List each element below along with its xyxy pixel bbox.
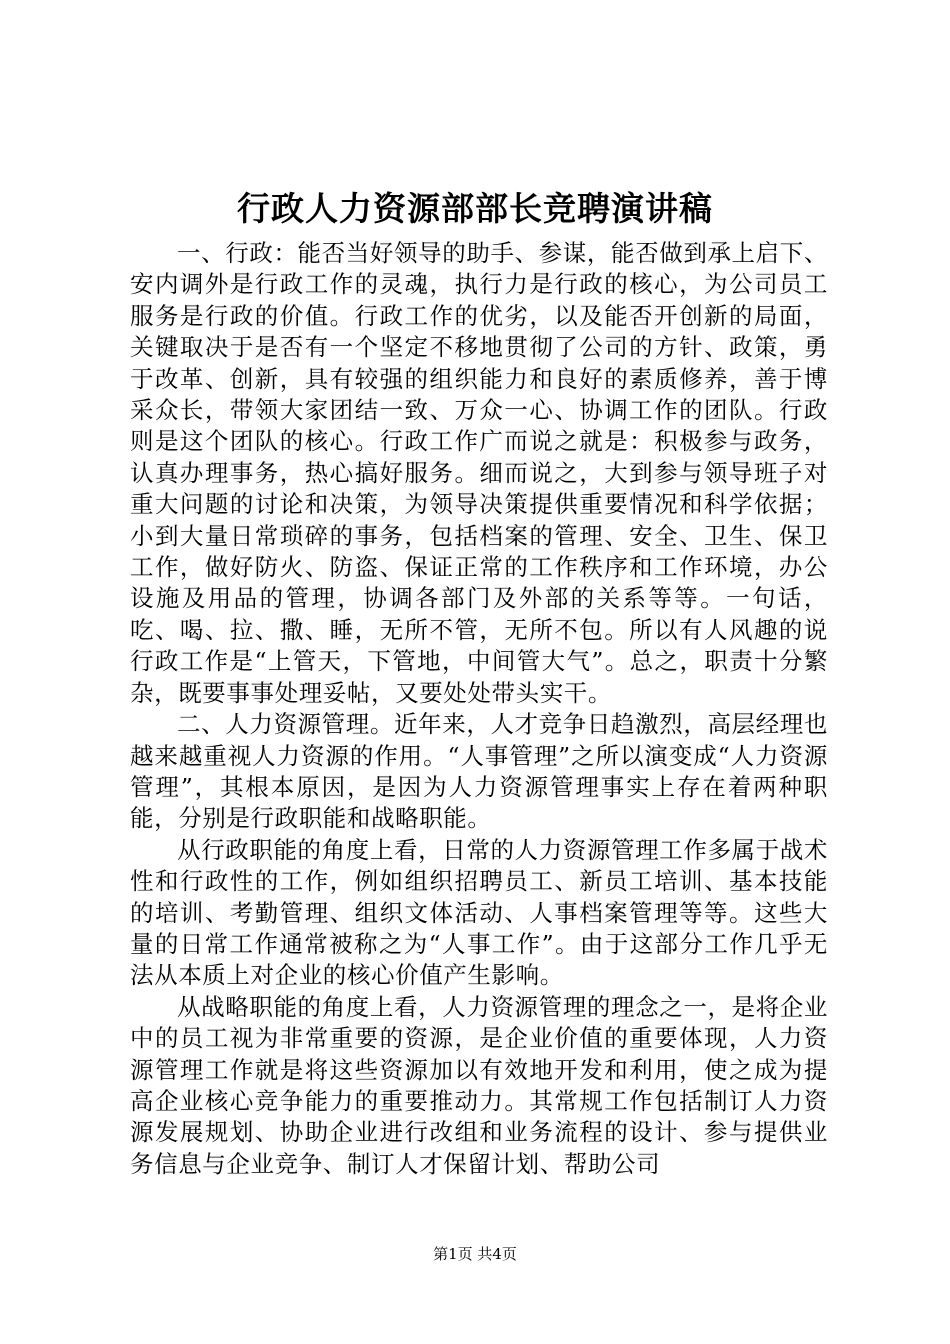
paragraph-strategic-function: 从战略职能的角度上看，人力资源管理的理念之一，是将企业中的员工视为非常重要的资源，是企业价值的重要体现，人力资源管理工作就是将这些资源加以有效地开发和利用，使之成为提高企业核心竞争能力的重要推动力。其常规工作包括制订人力资源发展规划、协助企业进行改组和业务流程的设计、参与提供业务信息与企业竞争、制订人才保留计划、帮助公司 [130,992,828,1178]
paragraph-admin: 一、行政：能否当好领导的助手、参谋，能否做到承上启下、安内调外是行政工作的灵魂，执行力是行政的核心，为公司员工服务是行政的价值。行政工作的优劣，以及能否开创新的局面，关键取决于是否有一个坚定不移地贯彻了公司的方针、政策，勇于改革、创新，具有较强的组织能力和良好的素质修养，善于博采众长，带领大家团结一致、万众一心、协调工作的团队。行政则是这个团队的核心。行政工作广而说之就是：积极参与政务，认真办理事务，热心搞好服务。细而说之，大到参与领导班子对重大问题的讨论和决策，为领导决策提供重要情况和科学依据；小到大量日常琐碎的事务，包括档案的管理、安全、卫生、保卫工作，做好防火、防盗、保证正常的工作秩序和工作环境，办公设施及用品的管理，协调各部门及外部的关系等等。一句话，吃、喝、拉、撒、睡，无所不管，无所不包。所以有人风趣的说行政工作是“上管天，下管地，中间管大气”。总之，职责十分繁杂，既要事事处理妥帖，又要处处带头实干。 [130,239,828,707]
page-title: 行政人力资源部部长竞聘演讲稿 [237,189,713,228]
paragraph-hr-management: 二、人力资源管理。近年来，人才竞争日趋激烈，高层经理也越来越重视人力资源的作用。“人事管理”之所以演变成“人力资源管理”，其根本原因，是因为人力资源管理事实上存在着两种职能，分别是行政职能和战略职能。 [130,710,828,833]
paragraph-administrative-function: 从行政职能的角度上看，日常的人力资源管理工作多属于战术性和行政性的工作，例如组织招聘员工、新员工培训、基本技能的培训、考勤管理、组织文体活动、人事档案管理等等。这些大量的日常工作通常被称之为“人事工作”。由于这部分工作几乎无法从本质上对企业的核心价值产生影响。 [130,835,828,990]
page-number-footer: 第1页 共4页 [433,1245,517,1263]
document-body [130,238,828,1180]
